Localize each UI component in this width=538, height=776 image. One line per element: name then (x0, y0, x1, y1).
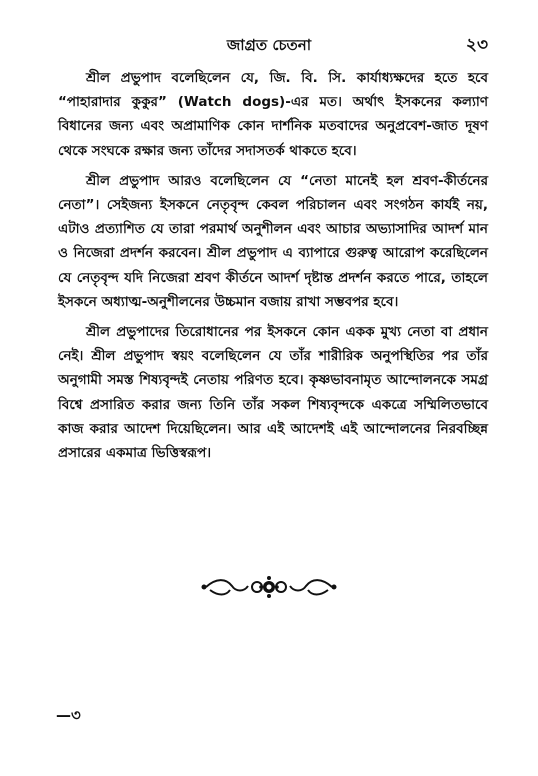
running-title: জাগ্রত চেতনা (226, 36, 312, 54)
page-number: ২৩ (465, 35, 488, 55)
signature-mark: —৩ (56, 706, 81, 724)
paragraph-3: শ্রীল প্রভুপাদের তিরোধানের পর ইসকনে কোন একক মুখ্য নেতা বা প্রধান নেই। শ্রীল প্রভুপাদ স্বয়ং বলেছিলেন যে তাঁর শারীরিক অনুপস্থিতির পর তাঁর অনুগামী সমস্ত শিষ্যবৃন্দই নেতায় পরিণত হবে। কৃষ্ণভাবনামৃত আন্দোলনকে সমগ্র বিশ্বে প্রসারিত করার জন্য তিনি তাঁর সকল শিষ্যবৃন্দকে একত্রে সম্মিলিতভাবে কাজ করার আদেশ দিয়েছিলেন। আর এই আদেশই এই আন্দোলনের নিরবচ্ছিন্ন প্রসারের একমাত্র ভিত্তিস্বরূপ। (58, 324, 488, 462)
paragraph-2: শ্রীল প্রভুপাদ আরও বলেছিলেন যে “নেতা মানেই হল শ্রবণ-কীর্তনের নেতা”। সেইজন্য ইসকনে নেতৃবৃন্দ কেবল পরিচালন এবং সংগঠন কার্যই নয়, এটাও প্রত্যাশিত যে তারা পরমার্থ অনুশীলন এবং আচার অভ্যাসাদির আদর্শ মান ও নিজেরা প্রদর্শন করবেন। শ্রীল প্রভুপাদ এ ব্যাপারে গুরুত্ব আরোপ করেছিলেন যে নেতৃবৃন্দ যদি নিজেরা শ্রবণ কীর্তনে আদর্শ দৃষ্টান্ত প্রদর্শন করতে পারে, তাহলে ইসকনে অধ্যাত্ম-অনুশীলনের উচ্চমান বজায় রাখা সম্ভবপর হবে। (58, 172, 488, 310)
body-text (58, 66, 488, 471)
floral-ornament-icon (200, 574, 338, 600)
paragraph-1: শ্রীল প্রভুপাদ বলেছিলেন যে, জি. বি. সি. কার্যাধ্যক্ষদের হতে হবে “পাহারাদার কুকুর” (Watch dogs)-এর মত। অর্থাৎ ইসকনের কল্যাণ বিধানের জন্য এবং অপ্রামাণিক কোন দার্শনিক মতবাদের অনুপ্রবেশ-জাত দূষণ থেকে সংঘকে রক্ষার জন্য তাঁদের সদাসতর্ক থাকতে হবে। (58, 70, 488, 159)
